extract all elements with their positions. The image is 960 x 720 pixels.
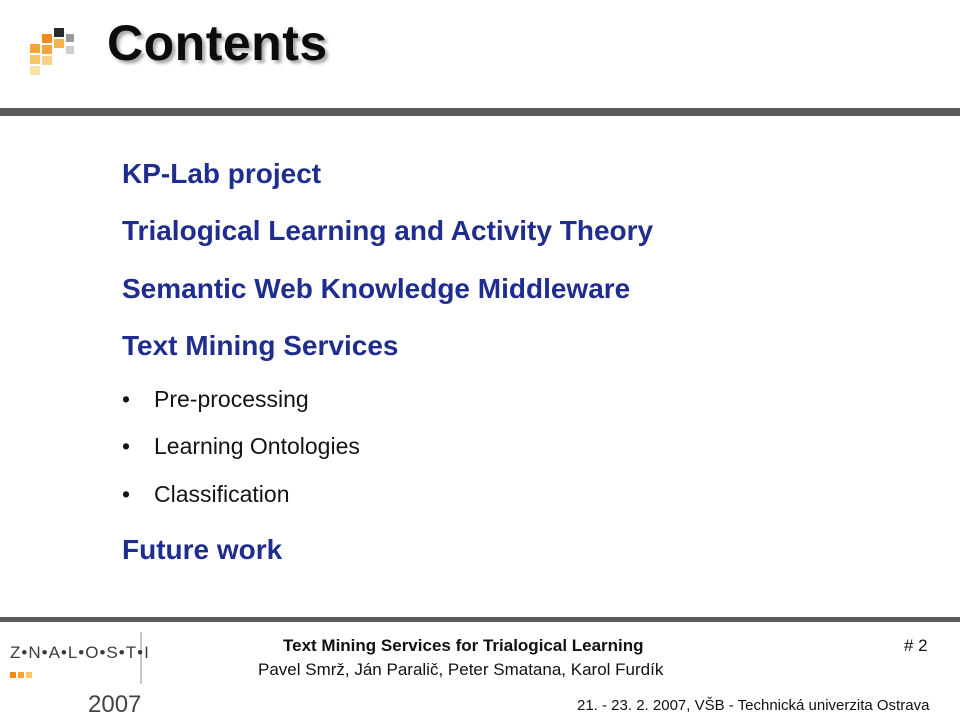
footer-divider <box>0 617 960 622</box>
bullet-icon: • <box>122 481 131 507</box>
contents-subitem-preprocessing <box>122 386 309 413</box>
subitem-label: Learning Ontologies <box>154 433 360 459</box>
title-logo-icon <box>28 26 76 76</box>
contents-item-kp-lab: KP-Lab project <box>122 158 322 189</box>
logo-year: 2007 <box>88 691 142 718</box>
slide-title: Contents <box>107 15 328 71</box>
contents-item-text-mining: Text Mining Services <box>122 330 399 361</box>
contents-item-trialogical-learning: Trialogical Learning and Activity Theory <box>122 215 654 246</box>
logo-wordmark: Z•N•A•L•O•S•T•I <box>10 643 150 662</box>
znalosti-logo-icon <box>8 628 158 720</box>
footer-authors: Pavel Smrž, Ján Paralič, Peter Smatana, Karol Furdík <box>258 660 664 679</box>
contents-subitem-learning-ontologies <box>122 433 360 460</box>
slide-number: # 2 <box>904 636 928 655</box>
subitem-label: Pre-processing <box>154 386 309 412</box>
bullet-icon: • <box>122 433 131 459</box>
header-divider <box>0 108 960 116</box>
bullet-icon: • <box>122 386 131 412</box>
footer-date-venue: 21. - 23. 2. 2007, VŠB - Technická univerzita Ostrava <box>577 697 930 714</box>
subitem-label: Classification <box>154 481 290 507</box>
contents-item-future-work: Future work <box>122 534 283 565</box>
contents-item-semantic-web: Semantic Web Knowledge Middleware <box>122 273 631 304</box>
contents-subitem-classification <box>122 481 290 508</box>
footer-talk-title: Text Mining Services for Trialogical Learning <box>283 636 644 655</box>
